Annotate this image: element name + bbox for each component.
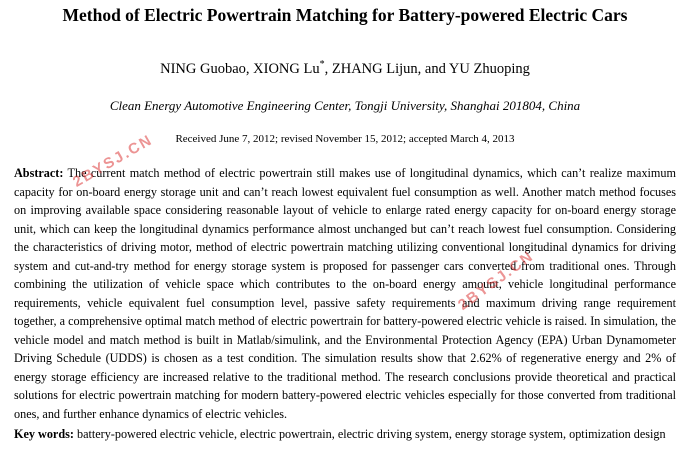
abstract-label: Abstract: <box>14 166 64 180</box>
author-list <box>0 59 690 79</box>
corresponding-author-mark: * <box>319 59 325 71</box>
keywords <box>14 425 676 443</box>
keywords-label: Key words: <box>14 427 74 441</box>
watermark: 2BYSJ.CN <box>70 131 156 191</box>
paper-title: Method of Electric Powertrain Matching for Battery-powered Electric Cars <box>62 5 628 25</box>
watermark: 2BYSJ.CN <box>455 247 538 314</box>
keywords-text: battery-powered electric vehicle, electric powertrain, electric driving system, energy storage system, optimization design <box>73 427 666 441</box>
abstract-text: The current match method of electric powertrain still makes use of longitudinal dynamics, which can’t realize maximum capacity for on-board energy storage unit and can’t reach lowest equivalent fuel consumption as well. Another match method focuses on improving available space considering reasonable layout of vehicle to enlarge rated energy capacity for on-board energy storage unit, which can keep the longitudinal dynamics performance almost unchanged but can’t reach lowest fuel consumption. Considering the characteristics of driving motor, method of electric powertrain matching utilizing conventional longitudinal dynamics for driving system and cut-and-try method for energy storage system is proposed for passenger cars converted from traditional ones. Through combining the utilization of vehicle space which contributes to the on-board energy amount, vehicle longitudinal performance requirements, vehicle equivalent fuel consumption level, passive safety requirements and maximum driving range requirement together, a comprehensive optimal match method of electric powertrain for battery-powered electric vehicle is raised. In simulation, the vehicle model and match method is built in Matlab/simulink, and the Environmental Protection Agency (EPA) Urban Dynamometer Driving Schedule (UDDS) is chosen as a test condition. The simulation results show that 2.62% of regenerative energy and 2% of energy storage efficiency are increased relative to the traditional method. The research conclusions provide theoretical and practical solutions for electric powertrain matching for modern battery-powered electric vehicles especially for those converted from traditional ones, and further enhance dynamics of electric vehicles. <box>14 166 676 421</box>
authors-secondary: , ZHANG Lijun, and YU Zhuoping <box>324 61 530 77</box>
abstract <box>14 164 676 423</box>
received-dates: Received June 7, 2012; revised November 15, 2012; accepted March 4, 2013 <box>175 133 515 145</box>
authors-primary: NING Guobao, XIONG Lu <box>160 61 320 77</box>
affiliation: Clean Energy Automotive Engineering Center, Tongji University, Shanghai 201804, China <box>109 98 581 113</box>
